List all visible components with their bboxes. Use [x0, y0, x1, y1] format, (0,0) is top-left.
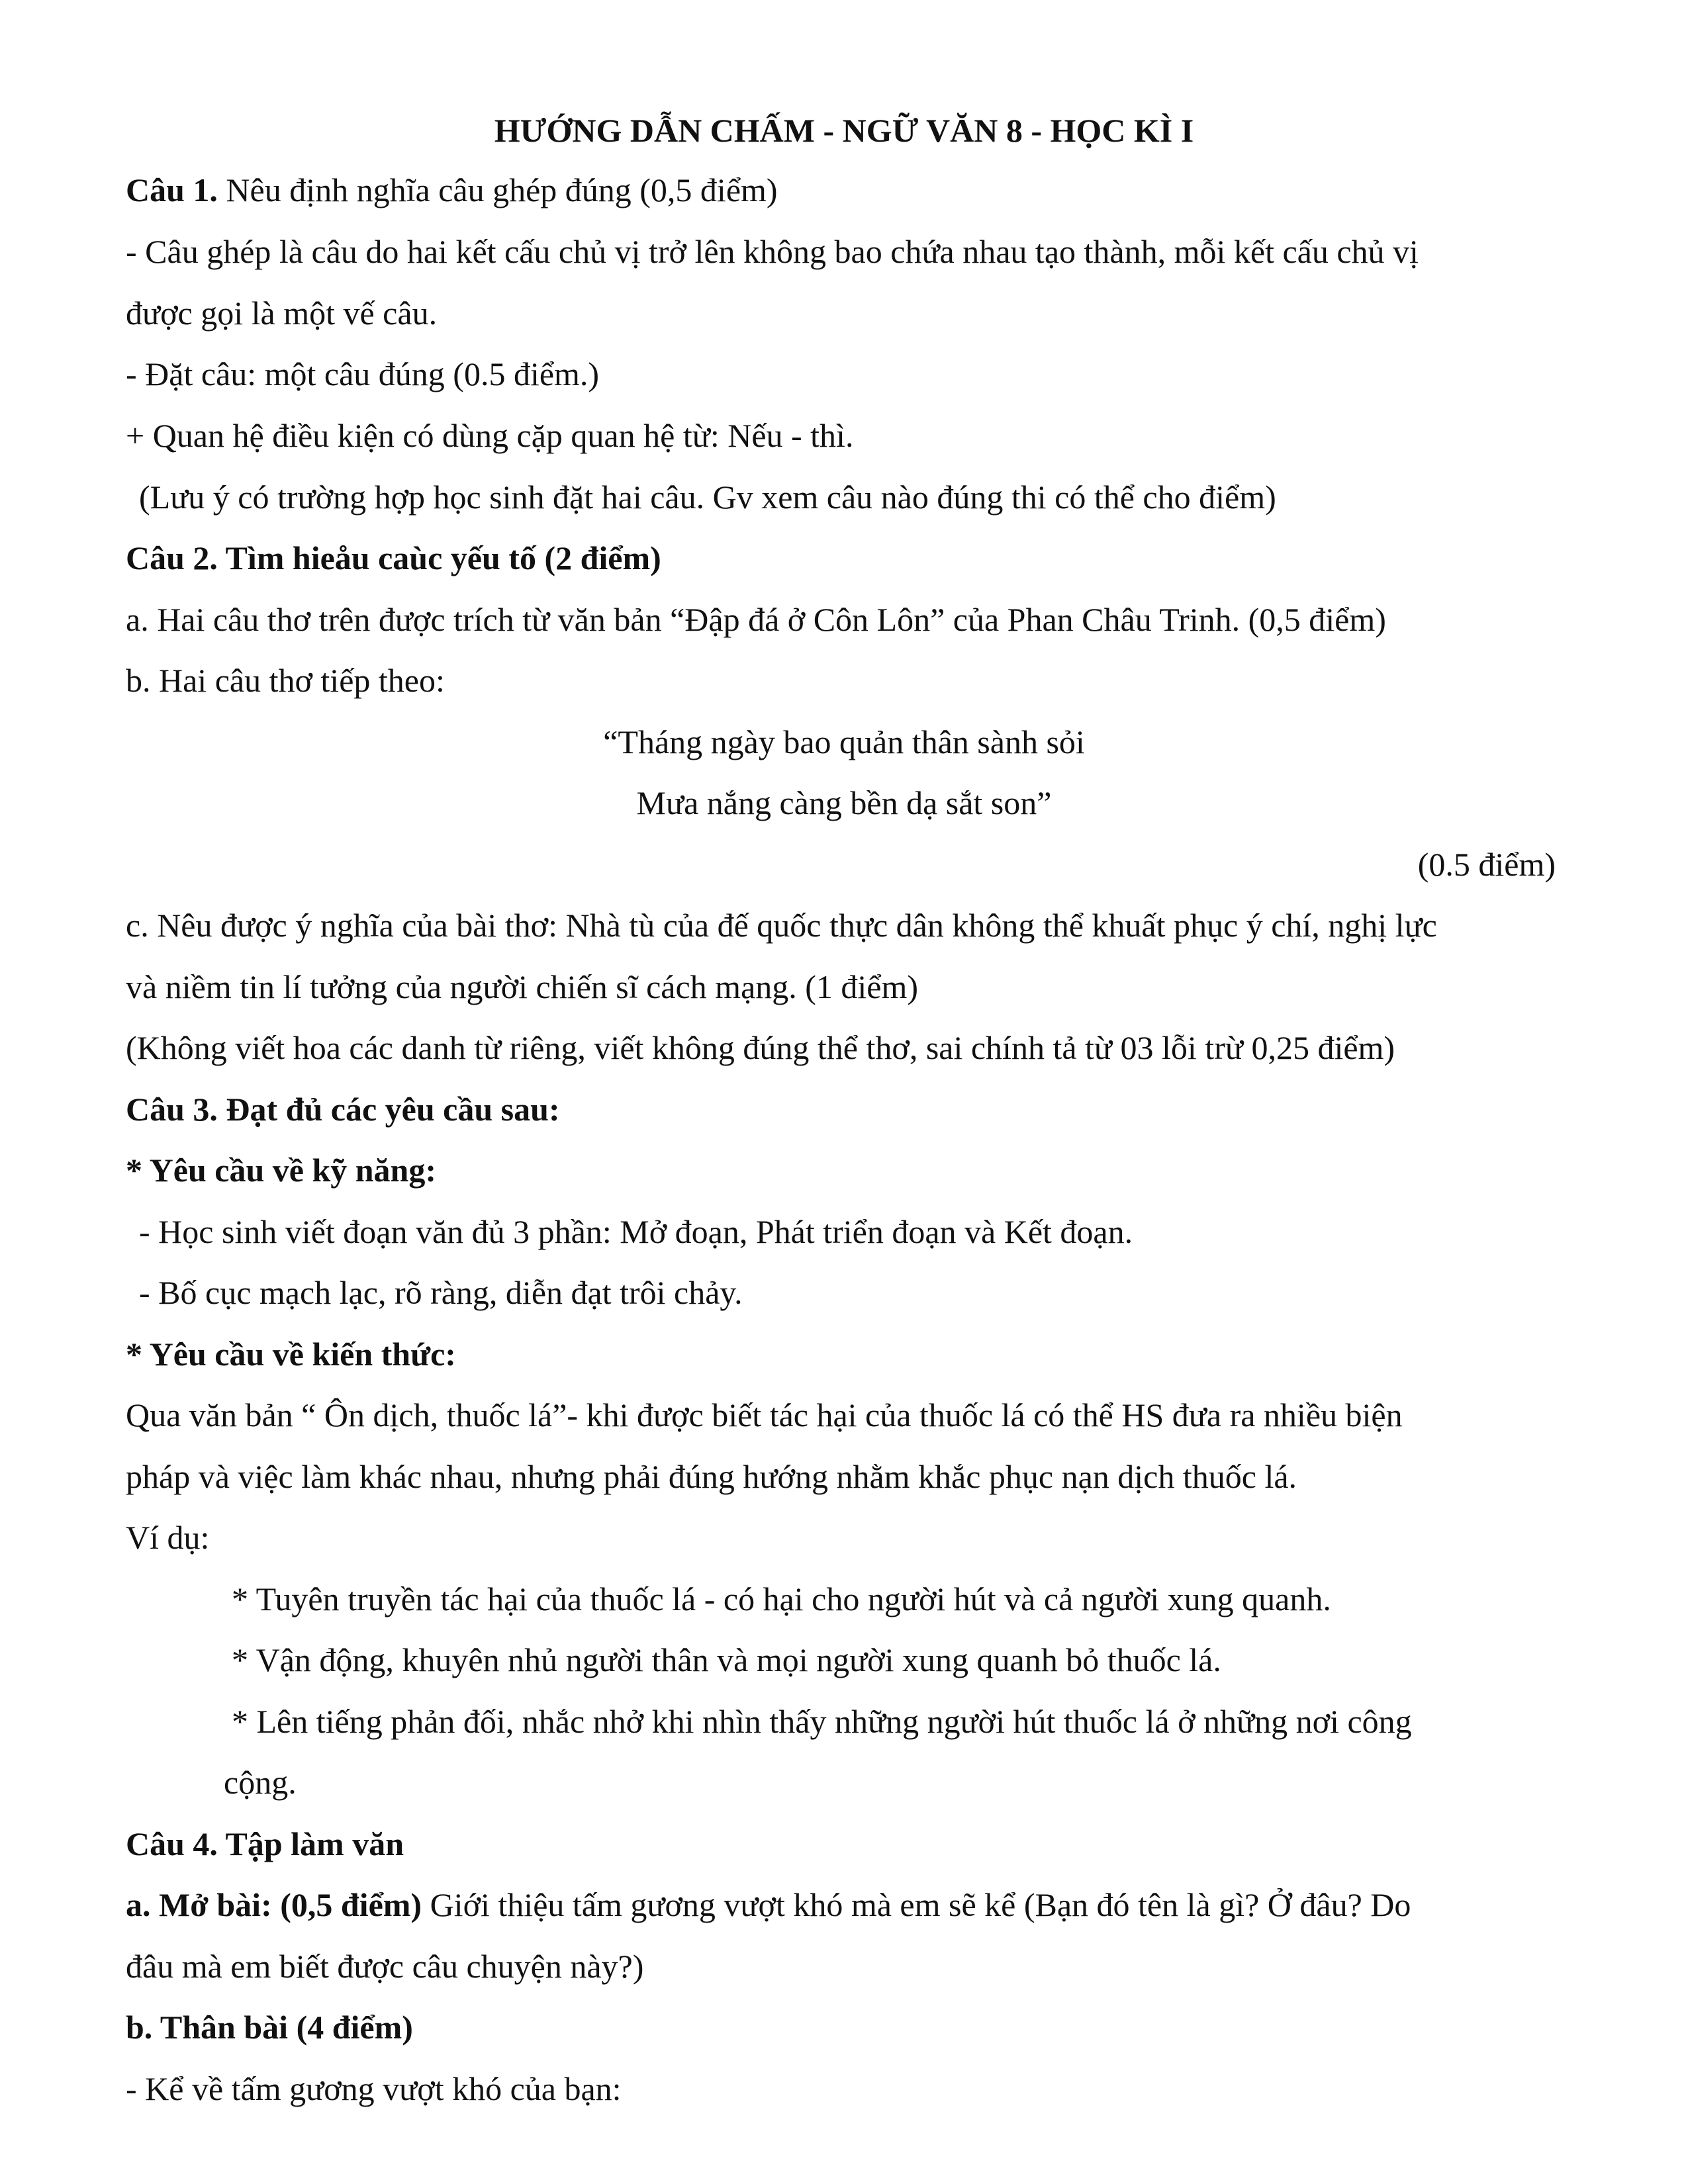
mo-bai-text: Giới thiệu tấm gương vượt khó mà em sẽ kể (Bạn đó tên là gì? Ở đâu? Do: [422, 1886, 1411, 1923]
poem-line-2: Mưa nắng càng bền dạ sắt son”: [636, 784, 1052, 821]
cau1-definition-line2: được gọi là một vế câu.: [126, 295, 438, 332]
kien-thuc-line2: pháp và việc làm khác nhau, nhưng phải đúng hướng nhằm khắc phục nạn dịch thuốc lá.: [126, 1458, 1297, 1495]
vi-du-label: Ví dụ:: [126, 1519, 210, 1556]
cau2-note: (Không viết hoa các danh từ riêng, viết không đúng thể thơ, sai chính tả từ 03 lỗi trừ 0,25 điểm): [126, 1029, 1395, 1066]
example-item-3-line2: cộng.: [224, 1764, 297, 1801]
page-title: HƯỚNG DẪN CHẤM - NGỮ VĂN 8 - HỌC KÌ I: [494, 112, 1194, 149]
cau2-part-a: a. Hai câu thơ trên được trích từ văn bản “Đập đá ở Côn Lôn” của Phan Châu Trinh. (0,5 điểm): [126, 601, 1386, 638]
cau1-quan-he: + Quan hệ điều kiện có dùng cặp quan hệ từ: Nếu - thì.: [126, 417, 854, 454]
than-bai-item-1: - Kể về tấm gương vượt khó của bạn:: [126, 2070, 622, 2107]
ky-nang-item-1: - Học sinh viết đoạn văn đủ 3 phần: Mở đoạn, Phát triển đoạn và Kết đoạn.: [139, 1213, 1133, 1250]
cau1-label: Câu 1.: [126, 171, 218, 208]
mo-bai-label: a. Mở bài: (0,5 điểm): [126, 1886, 422, 1923]
kien-thuc-line1: Qua văn bản “ Ôn dịch, thuốc lá”- khi được biết tác hại của thuốc lá có thể HS đưa ra nhiều biện: [126, 1396, 1403, 1433]
cau2-part-c-line2: và niềm tin lí tưởng của người chiến sĩ cách mạng. (1 điểm): [126, 968, 919, 1005]
than-bai-heading: b. Thân bài (4 điểm): [126, 2009, 413, 2046]
mo-bai-line2: đâu mà em biết được câu chuyện này?): [126, 1948, 644, 1985]
cau4-heading: Câu 4. Tập làm văn: [126, 1825, 404, 1862]
kien-thuc-heading: * Yêu cầu về kiến thức:: [126, 1336, 456, 1373]
cau1-heading: [126, 173, 778, 206]
cau2-part-c-line1: c. Nêu được ý nghĩa của bài thơ: Nhà tù của đế quốc thực dân không thể khuất phục ý chí, nghị lực: [126, 907, 1437, 944]
cau1-luu-y: (Lưu ý có trường hợp học sinh đặt hai câu. Gv xem câu nào đúng thi có thể cho điểm): [139, 478, 1276, 516]
cau2-heading: Câu 2. Tìm hieåu caùc yếu tố (2 điểm): [126, 539, 661, 576]
example-item-3-line1: * Lên tiếng phản đối, nhắc nhở khi nhìn thấy những người hút thuốc lá ở những nơi công: [232, 1703, 1412, 1740]
mo-bai-line1: [126, 1888, 1411, 1921]
ky-nang-heading: * Yêu cầu về kỹ năng:: [126, 1152, 437, 1189]
cau3-heading: Câu 3. Đạt đủ các yêu cầu sau:: [126, 1091, 560, 1128]
poem-line-1: “Tháng ngày bao quản thân sành sỏi: [603, 723, 1085, 760]
example-item-1: * Tuyên truyền tác hại của thuốc lá - có hại cho người hút và cả người xung quanh.: [232, 1580, 1331, 1617]
cau1-heading-text: Nêu định nghĩa câu ghép đúng (0,5 điểm): [217, 171, 778, 208]
cau2-part-b: b. Hai câu thơ tiếp theo:: [126, 662, 445, 699]
cau1-definition-line1: - Câu ghép là câu do hai kết cấu chủ vị trở lên không bao chứa nhau tạo thành, mỗi kết cấu chủ vị: [126, 233, 1419, 270]
ky-nang-item-2: - Bố cục mạch lạc, rõ ràng, diễn đạt trôi chảy.: [139, 1274, 743, 1311]
example-item-2: * Vận động, khuyên nhủ người thân và mọi người xung quanh bỏ thuốc lá.: [232, 1641, 1221, 1678]
cau2-b-score: (0.5 điểm): [1417, 846, 1556, 883]
cau1-dat-cau: - Đặt câu: một câu đúng (0.5 điểm.): [126, 355, 600, 392]
